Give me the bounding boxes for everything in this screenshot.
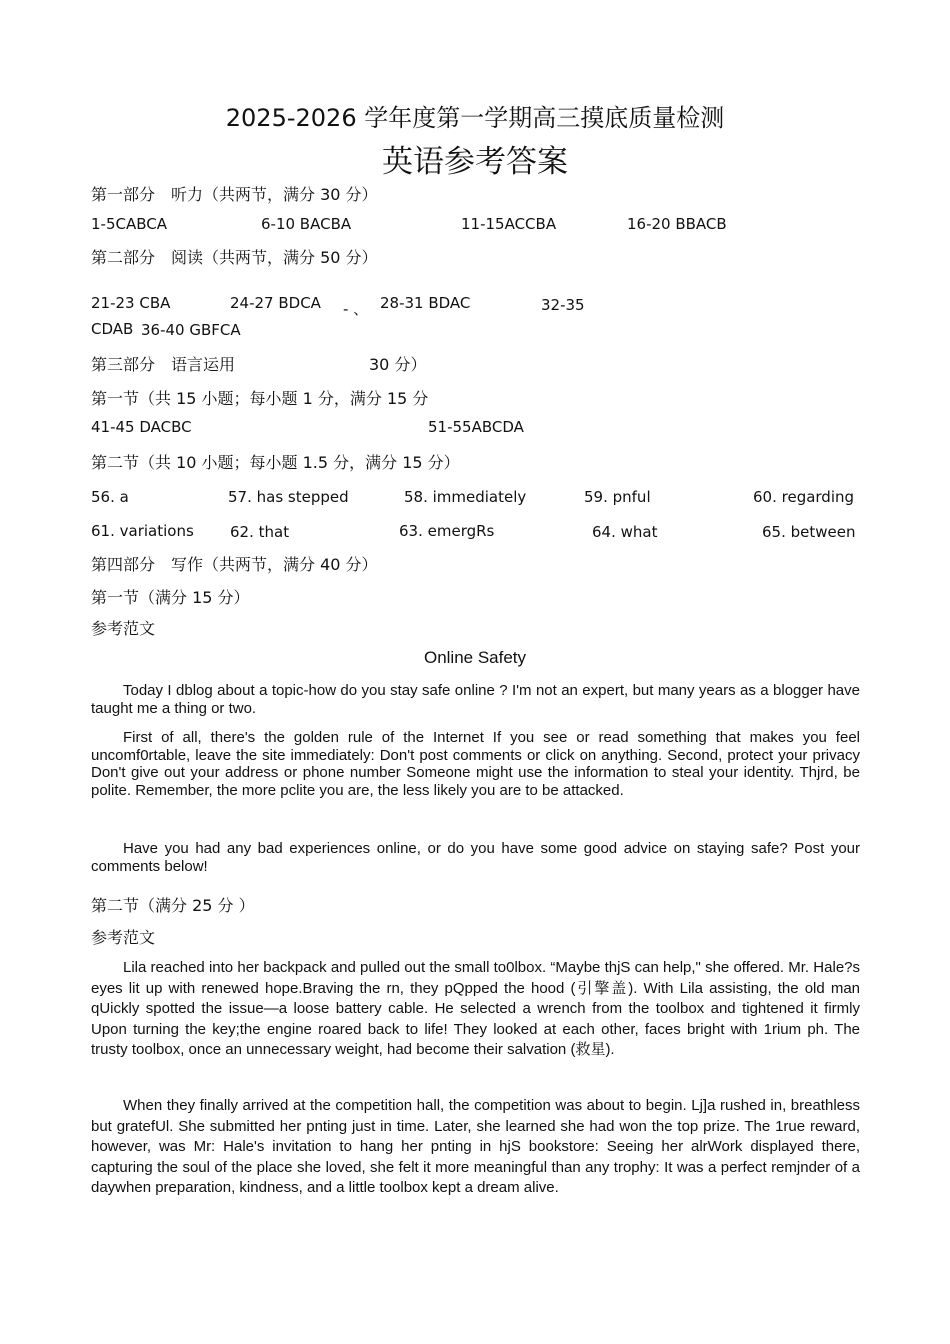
essay2-paragraph-1: [91, 958, 860, 1061]
part3-sec2-answer-59: 59. pnful: [584, 488, 651, 506]
part4-sec2-heading: 第二节（满分 25 分 ）: [91, 896, 255, 915]
part1-answer-1: 1-5CABCA: [91, 215, 167, 233]
essay1-paragraph-3-text: Have you had any bad experiences online, or do you have some good advice on staying safe? Post your comments below!: [91, 840, 860, 875]
part2-answer-4: 32-35: [541, 296, 585, 314]
part2-answer-5: CDAB: [91, 320, 134, 338]
part1-answer-3: 11-15ACCBA: [461, 215, 557, 233]
part4-heading: 第四部分 写作（共两节，满分 40 分）: [91, 555, 378, 574]
exam-title: 2025-2026 学年度第一学期高三摸底质量检测: [225, 104, 725, 132]
part3-sec2-answer-58: 58. immediately: [404, 488, 527, 506]
essay2-paragraph-2: [91, 1096, 860, 1199]
part1-heading: 第一部分 听力（共两节，满分 30 分）: [91, 185, 378, 204]
part3-heading: 第三部分 语言运用: [91, 355, 236, 374]
sample2-label: 参考范文: [91, 928, 156, 947]
part3-sec2-answer-62: 62. that: [230, 523, 290, 541]
part3-sec1-answer-1: 41-45 DACBC: [91, 418, 192, 436]
essay1-paragraph-1: [91, 682, 860, 717]
part3-sec2-answer-56: 56. a: [91, 488, 129, 506]
essay1-paragraph-1-text: Today I dblog about a topic-how do you stay safe online ? I'm not an expert, but many years as a blogger have taught me a thing or two.: [91, 682, 860, 717]
part2-heading: 第二部分 阅读（共两节，满分 50 分）: [91, 248, 378, 267]
part3-sec2-heading: 第二节（共 10 小题；每小题 1.5 分，满分 15 分）: [91, 453, 460, 472]
part2-answer-3: 28-31 BDAC: [380, 294, 471, 312]
essay2-paragraph-1-text: Lila reached into her backpack and pulled out the small to0lbox. “Maybe thjS can help," she offered. Mr. Hale?s eyes lit up with renewed hope.Braving the rn, they pQpped the hood (引擎盖). With Lila assisting, the old man qUickly spotted the issue—a loose battery cable. He selected a wrench from the toolbox and tightened it firmly Upon turning the key;the engine roared back to life! They looked at each other, faces bright with 1rium ph. The trusty toolbox, once an unnecessary weight, had become their salvation (救星).: [91, 959, 860, 1059]
essay1-paragraph-3: [91, 840, 860, 875]
part3-sec1-answer-2: 51-55ABCDA: [428, 418, 524, 436]
part1-answer-4: 16-20 BBACB: [627, 215, 727, 233]
part2-answer-6: 36-40 GBFCA: [141, 321, 241, 339]
part2-answer-1: 21-23 CBA: [91, 294, 171, 312]
part1-answer-2: 6-10 BACBA: [261, 215, 352, 233]
part3-sec2-answer-64: 64. what: [592, 523, 658, 541]
part3-sec2-answer-65: 65. between: [762, 523, 856, 541]
answer-key-title: 英语参考答案: [382, 144, 568, 180]
part3-sec1-heading: 第一节（共 15 小题；每小题 1 分，满分 15 分: [91, 389, 429, 408]
part4-sec1-heading: 第一节（满分 15 分）: [91, 588, 250, 607]
part3-sec2-answer-61: 61. variations: [91, 522, 194, 540]
part2-mark: - 、: [343, 300, 369, 318]
part3-sec2-answer-60: 60. regarding: [753, 488, 855, 506]
essay2-paragraph-2-text: When they finally arrived at the competition hall, the competition was about to begin. Lj]a rushed in, breathless but gratefUl. She submitted her pnting just in time. Later, she learned she had won the top prize. The 1rue reward, however, was Mr: Hale's invitation to hang her pnting in hjS bookstore: Seeing her alrWork displayed there, capturing the soul of the place she loved, she felt it more meaningful than any trophy: It was a perfect remjnder of a daywhen preparation, kindness, and a little toolbox kept a dream alive.: [91, 1097, 860, 1197]
essay1-title: Online Safety: [423, 648, 527, 667]
essay1-paragraph-2: [91, 729, 860, 799]
part2-answer-2: 24-27 BDCA: [230, 294, 321, 312]
part3-sec2-answer-63: 63. emergRs: [399, 522, 495, 540]
sample1-label: 参考范文: [91, 619, 156, 638]
part3-sec2-answer-57: 57. has stepped: [228, 488, 349, 506]
essay1-paragraph-2-text: First of all, there's the golden rule of the Internet If you see or read something that makes you feel uncomf0rtable, leave the site immediately: Don't post comments or click on anything. Second, protect your privacy Don't give out your address or phone number Someone might use the information to steal your identity. Thjrd, be polite. Remember, the more pclite you are, the less likely you are to be attacked.: [91, 729, 860, 799]
part3-heading-score: 30 分）: [369, 355, 427, 374]
